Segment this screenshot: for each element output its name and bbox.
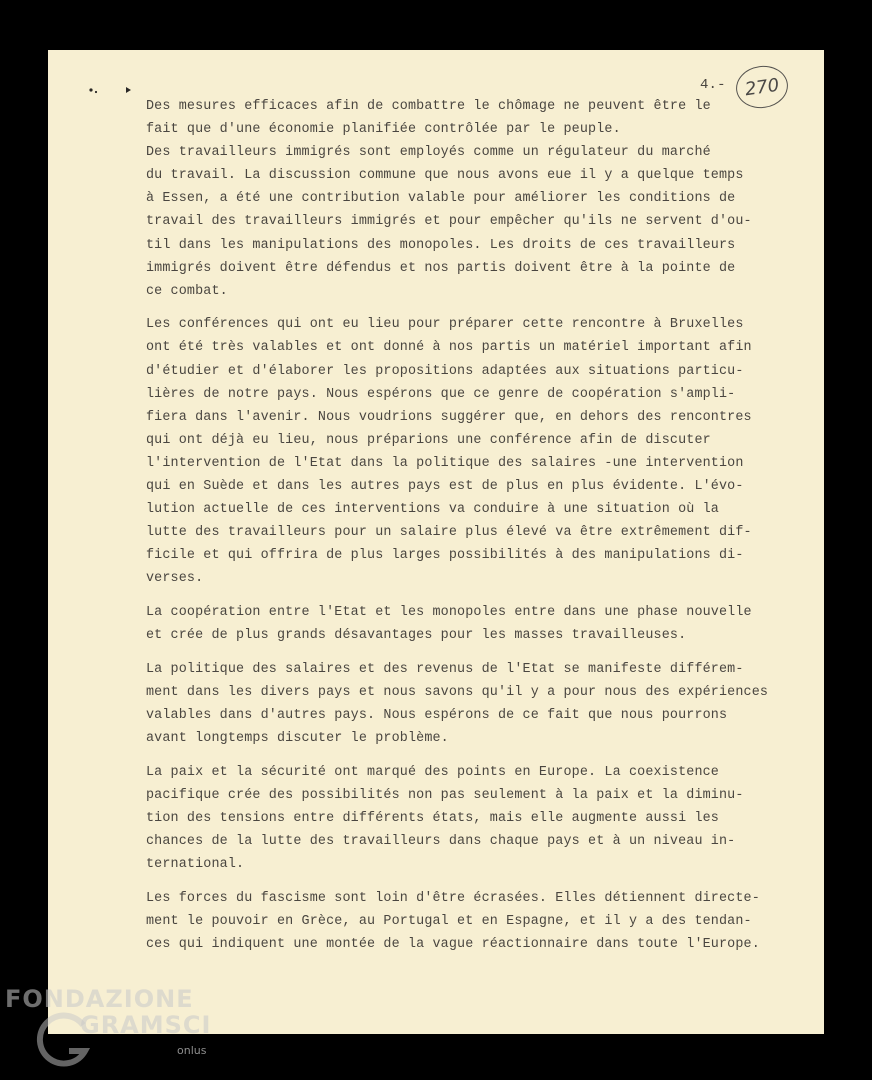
text-line: ont été très valables et ont donné à nos partis un matériel important afin (146, 340, 752, 356)
text-line: ces qui indiquent une montée de la vague réactionnaire dans toute l'Europe. (146, 936, 760, 952)
watermark-line1: FONDAZIONE (5, 985, 194, 1013)
body-text (146, 95, 786, 966)
text-line: du travail. La discussion commune que nous avons eue il y a quelque temps (146, 168, 744, 184)
watermark-onlus: onlus (177, 1044, 207, 1057)
text-line: La coopération entre l'Etat et les monopoles entre dans une phase nouvelle (146, 604, 752, 620)
text-line: La paix et la sécurité ont marqué des points en Europe. La coexistence (146, 764, 719, 780)
paragraph (146, 313, 786, 590)
text-line: verses. (146, 571, 204, 587)
paragraph (146, 658, 786, 750)
text-line: pacifique crée des possibilités non pas seulement à la paix et la diminu- (146, 787, 744, 803)
text-line: Les forces du fascisme sont loin d'être écrasées. Elles détiennent directe- (146, 890, 760, 906)
text-line: lution actuelle de ces interventions va conduire à une situation où la (146, 502, 719, 518)
text-line: à Essen, a été une contribution valable pour améliorer les conditions de (146, 191, 736, 207)
paragraph (146, 95, 786, 303)
text-line: lières de notre pays. Nous espérons que ce genre de coopération s'ampli- (146, 386, 736, 402)
text-line: valables dans d'autres pays. Nous espérons de ce fait que nous pourrons (146, 707, 728, 723)
text-line: qui ont déjà eu lieu, nous préparions une conférence afin de discuter (146, 432, 711, 448)
text-line: tion des tensions entre différents états, mais elle augmente aussi les (146, 810, 719, 826)
text-line: lutte des travailleurs pour un salaire plus élevé va être extrêmement dif- (146, 525, 752, 541)
paragraph (146, 761, 786, 876)
text-line: ce combat. (146, 283, 228, 299)
archive-number-stamp: 270 (733, 63, 790, 112)
page-number: 4.- (700, 77, 726, 93)
text-line: fiera dans l'avenir. Nous voudrions suggérer que, en dehors des rencontres (146, 409, 752, 425)
text-line: Des mesures efficaces afin de combattre le chômage ne peuvent être le (146, 99, 711, 114)
text-line: avant longtemps discuter le problème. (146, 730, 449, 746)
text-line: qui en Suède et dans les autres pays est de plus en plus évidente. L'évo- (146, 479, 744, 494)
fondazione-gramsci-watermark (5, 985, 225, 1075)
document-page (48, 50, 824, 1034)
text-line: fait que d'une économie planifiée contrôlée par le peuple. (146, 122, 621, 138)
text-line: d'étudier et d'élaborer les propositions adaptées aux situations particu- (146, 363, 744, 379)
paragraph (146, 887, 786, 956)
text-line: La politique des salaires et des revenus de l'Etat se manifeste différem- (146, 661, 744, 677)
text-line: ment dans les divers pays et nous savons qu'il y a pour nous des expériences (146, 684, 769, 700)
text-line: Des travailleurs immigrés sont employés comme un régulateur du marché (146, 145, 711, 161)
text-line: immigrés doivent être défendus et nos partis doivent être à la pointe de (146, 260, 736, 276)
text-line: Les conférences qui ont eu lieu pour préparer cette rencontre à Bruxelles (146, 317, 744, 333)
text-line: ficile et qui offrira de plus larges possibilités à des manipulations di- (146, 548, 744, 564)
text-line: ment le pouvoir en Grèce, au Portugal et en Espagne, et il y a des tendan- (146, 913, 752, 929)
text-line: ternational. (146, 856, 245, 872)
watermark-line2: GRAMSCI (80, 1011, 212, 1039)
ink-marks (88, 86, 138, 96)
paragraph (146, 601, 786, 647)
text-line: travail des travailleurs immigrés et pour empêcher qu'ils ne servent d'ou- (146, 214, 752, 230)
text-line: chances de la lutte des travailleurs dans chaque pays et à un niveau in- (146, 833, 736, 849)
text-line: et crée de plus grands désavantages pour les masses travailleuses. (146, 628, 687, 644)
text-line: til dans les manipulations des monopoles. Les droits de ces travailleurs (146, 237, 736, 253)
text-line: l'intervention de l'Etat dans la politique des salaires -une intervention (146, 455, 744, 471)
